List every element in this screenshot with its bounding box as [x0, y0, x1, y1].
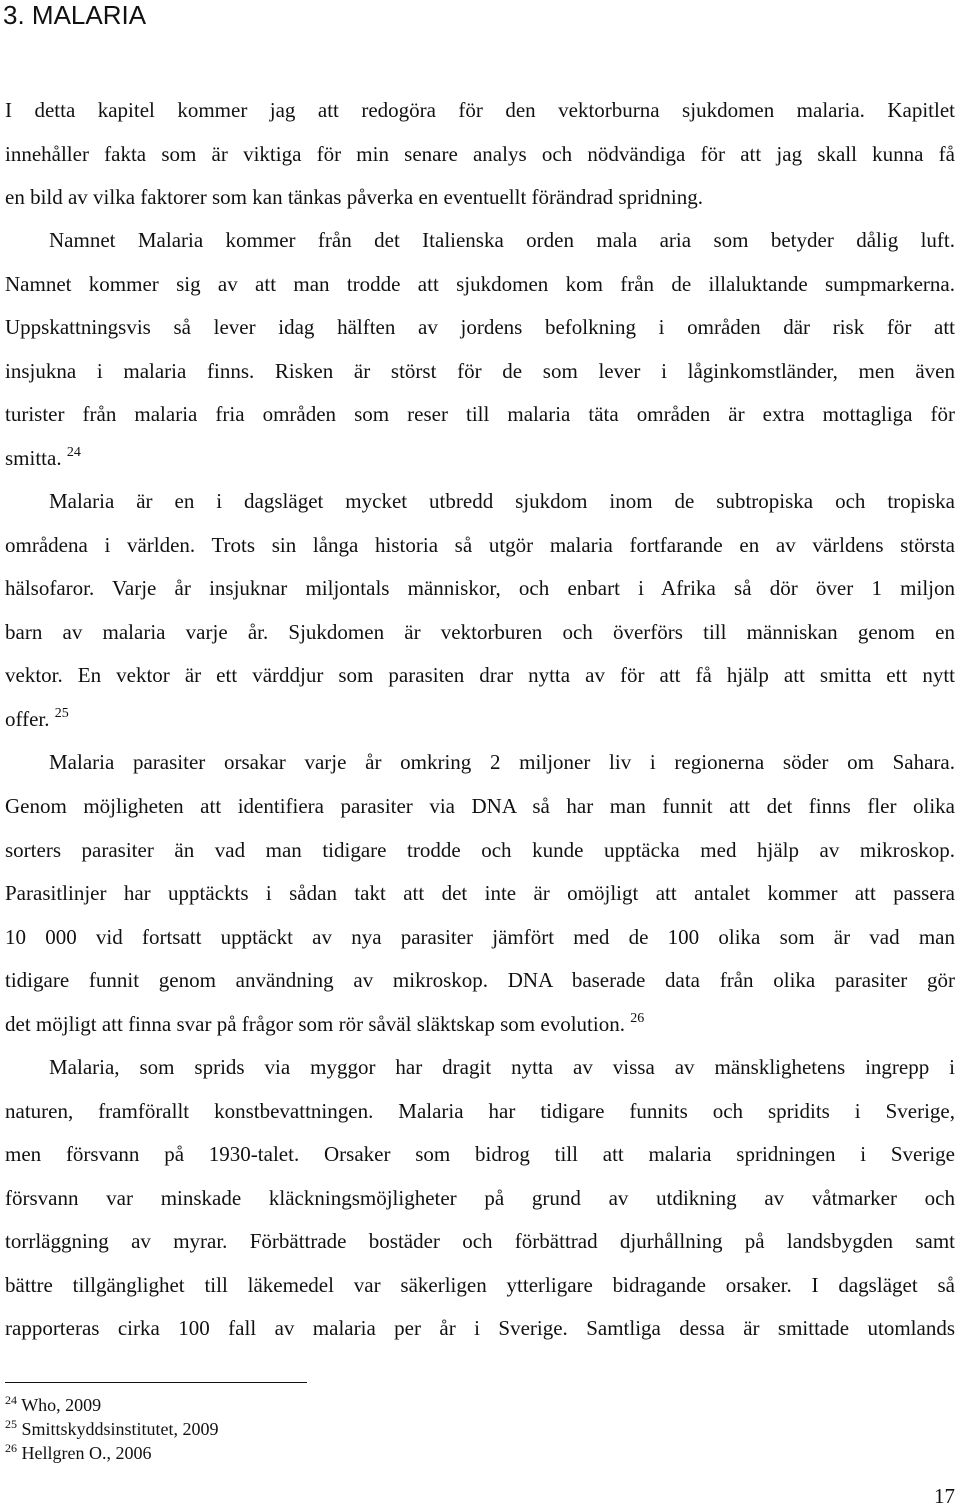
text-line: Malaria parasiter orsakar varje år omkring 2 miljoner liv i regionerna söder om Sahara.	[49, 750, 955, 774]
text-line: men försvann på 1930-talet. Orsaker som bidrog till att malaria spridningen i Sverige	[5, 1142, 955, 1166]
footnote-ref-26[interactable]: 26	[630, 1011, 645, 1026]
text-line: Parasitlinjer har upptäckts i sådan takt att det inte är omöjligt att antalet kommer att passera	[5, 881, 955, 905]
text-line: 10 000 vid fortsatt upptäckt av nya parasiter jämfört med de 100 olika som är vad man	[5, 925, 955, 949]
text-line: smitta. $^{24}$	[5, 445, 81, 470]
text-line: rapporteras cirka 100 fall av malaria per år i Sverige. Samtliga dessa är smittade utomlands	[5, 1316, 955, 1340]
footnote: $^{24}$ Who, 2009	[5, 1393, 102, 1415]
text-line: insjukna i malaria finns. Risken är störst för de som lever i låginkomstländer, men även	[5, 359, 955, 383]
text-line: det möjligt att finna svar på frågor som rör såväl släktskap som evolution. $^{26}$	[5, 1011, 645, 1036]
text-line: tidigare funnit genom användning av mikroskop. DNA baserade data från olika parasiter gör	[5, 968, 955, 992]
text-line: innehåller fakta som är viktiga för min senare analys och nödvändiga för att jag skall kunna få	[5, 142, 955, 166]
footnote-ref-24[interactable]: 24	[66, 445, 81, 460]
text-line: barn av malaria varje år. Sjukdomen är vektorburen och överförs till människan genom en	[5, 620, 955, 644]
text-line: naturen, framförallt konstbevattningen. Malaria har tidigare funnits och spridits i Sverige,	[5, 1099, 955, 1123]
text-line: I detta kapitel kommer jag att redogöra för den vektorburna sjukdomen malaria. Kapitlet	[5, 98, 955, 122]
text-line: Genom möjligheten att identifiera parasiter via DNA så har man funnit att det finns fler olika	[5, 794, 955, 818]
footnote: $^{25}$ Smittskyddsinstitutet, 2009	[5, 1417, 219, 1439]
text-line: Malaria är en i dagsläget mycket utbredd sjukdom inom de subtropiska och tropiska	[49, 489, 955, 513]
footnote: $^{26}$ Hellgren O., 2006	[5, 1441, 152, 1463]
text-line: turister från malaria fria områden som reser till malaria täta områden är extra mottagliga för	[5, 402, 955, 426]
text-line: försvann var minskade kläckningsmöjligheter på grund av utdikning av våtmarker och	[5, 1186, 955, 1210]
text-line: områdena i världen. Trots sin långa historia så utgör malaria fortfarande en av världens största	[5, 533, 955, 557]
footnote-separator	[5, 1382, 307, 1383]
footnote-ref-25[interactable]: 25	[54, 706, 69, 721]
text-line: Malaria, som sprids via myggor har dragit nytta av vissa av mänsklighetens ingrepp i	[49, 1055, 955, 1079]
text-line: hälsofaror. Varje år insjuknar miljontals människor, och enbart i Afrika så dör över 1 miljon	[5, 576, 955, 600]
text-line: sorters parasiter än vad man tidigare trodde och kunde upptäcka med hjälp av mikroskop.	[5, 838, 955, 862]
text-line: offer. $^{25}$	[5, 706, 69, 731]
text-line: bättre tillgänglighet till läkemedel var säkerligen ytterligare bidragande orsaker. I dagsläget så	[5, 1273, 955, 1297]
text-line: vektor. En vektor är ett värddjur som parasiten drar nytta av för att få hjälp att smitta ett nytt	[5, 663, 955, 687]
text-line: Namnet kommer sig av att man trodde att sjukdomen kom från de illaluktande sumpmarkerna.	[5, 272, 955, 296]
chapter-heading: 3. MALARIA	[3, 0, 147, 30]
text-line: Namnet Malaria kommer från det Italienska orden mala aria som betyder dålig luft.	[49, 228, 955, 252]
page-number: 17	[934, 1484, 955, 1508]
text-line: torrläggning av myrar. Förbättrade bostäder och förbättrad djurhållning på landsbygden samt	[5, 1229, 955, 1253]
text-line: en bild av vilka faktorer som kan tänkas påverka en eventuellt förändrad spridning.	[5, 185, 704, 209]
text-line: Uppskattningsvis så lever idag hälften av jordens befolkning i områden där risk för att	[5, 315, 955, 339]
